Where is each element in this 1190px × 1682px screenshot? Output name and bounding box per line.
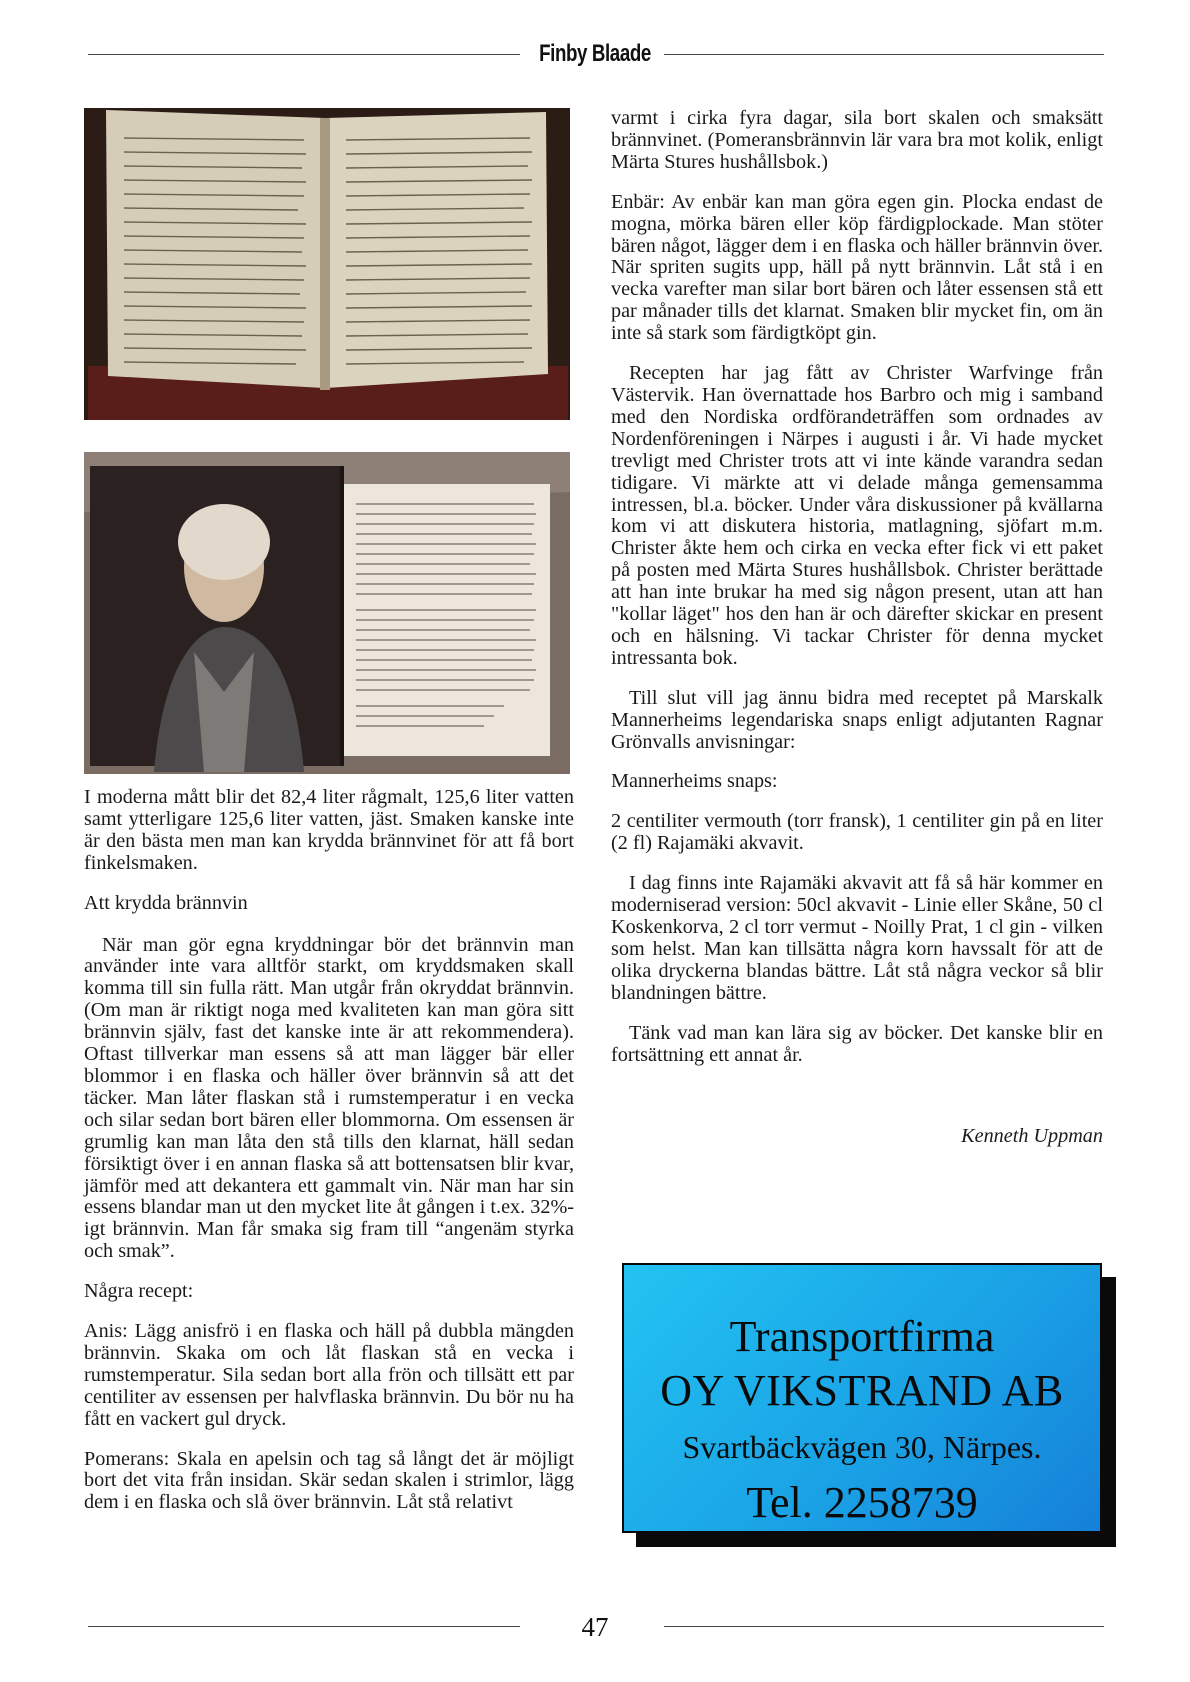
manuscript-photo-drawing — [84, 108, 570, 420]
ad-company-name: OY VIKSTRAND AB — [660, 1366, 1064, 1415]
page-number: 47 — [581, 1612, 609, 1642]
right-column — [611, 108, 1103, 1166]
paragraph: I moderna mått blir det 82,4 liter rågmalt, 125,6 liter vatten samt ytterligare 125,6 liter vatten, jäst. Smaken kanske inte är den bästa men man kan krydda brännvinet för att få bort finkelsmaken. — [84, 786, 574, 874]
paragraph: Pomerans: Skala en apelsin och tag så långt det är möjligt bort det vita från insidan. Skär sedan skalen i strimlor, lägg dem i en flaska och slå över brännvin. Låt stå relativt — [84, 1447, 574, 1514]
ad-address: Svartbäckvägen 30, Närpes. — [682, 1429, 1042, 1465]
manuscript-photo — [84, 108, 570, 420]
author-signature: Kenneth Uppman — [961, 1125, 1103, 1148]
advertisement-box — [622, 1263, 1102, 1533]
ad-phone: Tel. 2258739 — [746, 1478, 978, 1527]
ad-company-type: Transportfirma — [729, 1312, 995, 1361]
footer-rule-right — [664, 1626, 1104, 1627]
paragraph: Till slut vill jag ännu bidra med receptet på Marskalk Mannerheims legendariska snaps enligt adjutanten Ragnar Grönvalls anvisningar: — [611, 686, 1103, 753]
section-heading: Att krydda brännvin — [84, 891, 248, 914]
paragraph: När man gör egna kryddningar bör det brännvin man använder inte vara alltför starkt, om kryddsmaken skall komma till sin fulla rätt. Man utgår från okryddat brännvin. (Om man är riktigt noga med kvaliteten kan man göra sitt brännvin själv, fast det kanske inte är att rekommendera). Oftast tillverkar man essens så att man lägger bär eller blommor i en flaska och häller över brännvin så att det täcker. Man låter flaskan stå i rumstemperatur i en vecka och silar sedan bort bären eller blommorna. Om essensen är grumlig kan man låta den stå tills den klarnat, häll sedan försiktigt över i en annan flaska så att bottensatsen blir kvar, jämför med att dekantera ett gammalt vin. När man har sin essens blandar man ut den mycket lite åt gången i t.ex. 32%-igt brännvin. Man får smaka sig fram till “angenäm styrka och smak”. — [84, 933, 574, 1263]
paragraph: Några recept: — [84, 1280, 194, 1303]
header-rule-right — [664, 54, 1104, 55]
paragraph: Tänk vad man kan lära sig av böcker. Det kanske blir en fortsättning ett annat år. — [611, 1021, 1103, 1066]
paragraph: Mannerheims snaps: — [611, 770, 778, 793]
magazine-title: Finby Blaade — [539, 40, 651, 67]
paragraph: Enbär: Av enbär kan man göra egen gin. Plocka endast de mogna, mörka bären eller köp färdigplockade. Man stöter bären något, lägger dem i en flaska och häller brännvin över. När spriten sugits upp, häll på nytt brännvin. Låt stå i en vecka varefter man silar bort bären och låter essensen stå ett par månader tills det klarnat. Smaken blir mycket fin, om än inte så stark som färdigtköpt gin. — [611, 190, 1103, 345]
left-column — [84, 787, 574, 1532]
paragraph: varmt i cirka fyra dagar, sila bort skalen och smaksätt brännvinet. (Pomeransbrännvin lär vara bra mot kolik, enligt Märta Stures hushållsbok.) — [611, 107, 1103, 173]
portrait-book-photo — [84, 452, 570, 774]
portrait-book-drawing — [84, 452, 570, 774]
paragraph: 2 centiliter vermouth (torr fransk), 1 centiliter gin på en liter (2 fl) Rajamäki akvavit. — [611, 810, 1103, 855]
paragraph: I dag finns inte Rajamäki akvavit att få så här kommer en moderniserad version: 50cl akvavit - Linie eller Skåne, 50 cl Koskenkorva, 2 cl torr vermut - Noilly Prat, 1 cl gin - vilken som helst. Man kan tillsätta några korn havssalt för att de olika dryckerna blandas bättre. Låt stå några veckor så blir blandningen bättre. — [611, 872, 1103, 1004]
paragraph: Recepten har jag fått av Christer Warfvinge från Västervik. Han övernattade hos Barbro och mig i samband med den Nordiska ordförandeträffen som ordnades av Nordenföreningen i Närpes i augusti i år. Vi hade mycket trevligt med Christer trots att vi inte kände varandra sedan tidigare. Vi märkte att vi delade många gemensamma intressen, bl.a. böcker. Under våra diskussioner på kvällarna kom vi att diskutera historia, matlagning, sjöfart m.m. Christer åkte hem och cirka en vecka efter fick vi ett paket på posten med Märta Stures hushållsbok. Christer berättade att han inte brukar ha med sig någon present, utan att han "kollar läget" hos den han är och därefter skickar en present och en hälsning. Vi tackar Christer för denna mycket intressanta bok. — [611, 362, 1103, 669]
paragraph: Anis: Lägg anisfrö i en flaska och häll på dubbla mängden brännvin. Skaka om och låt flaskan stå en vecka i rumstemperatur. Sila sedan bort alla frön och tillsätt ett par centiliter av essensen per halvflaska brännvin. Du bör nu ha fått en vackert gul dryck. — [84, 1320, 574, 1430]
